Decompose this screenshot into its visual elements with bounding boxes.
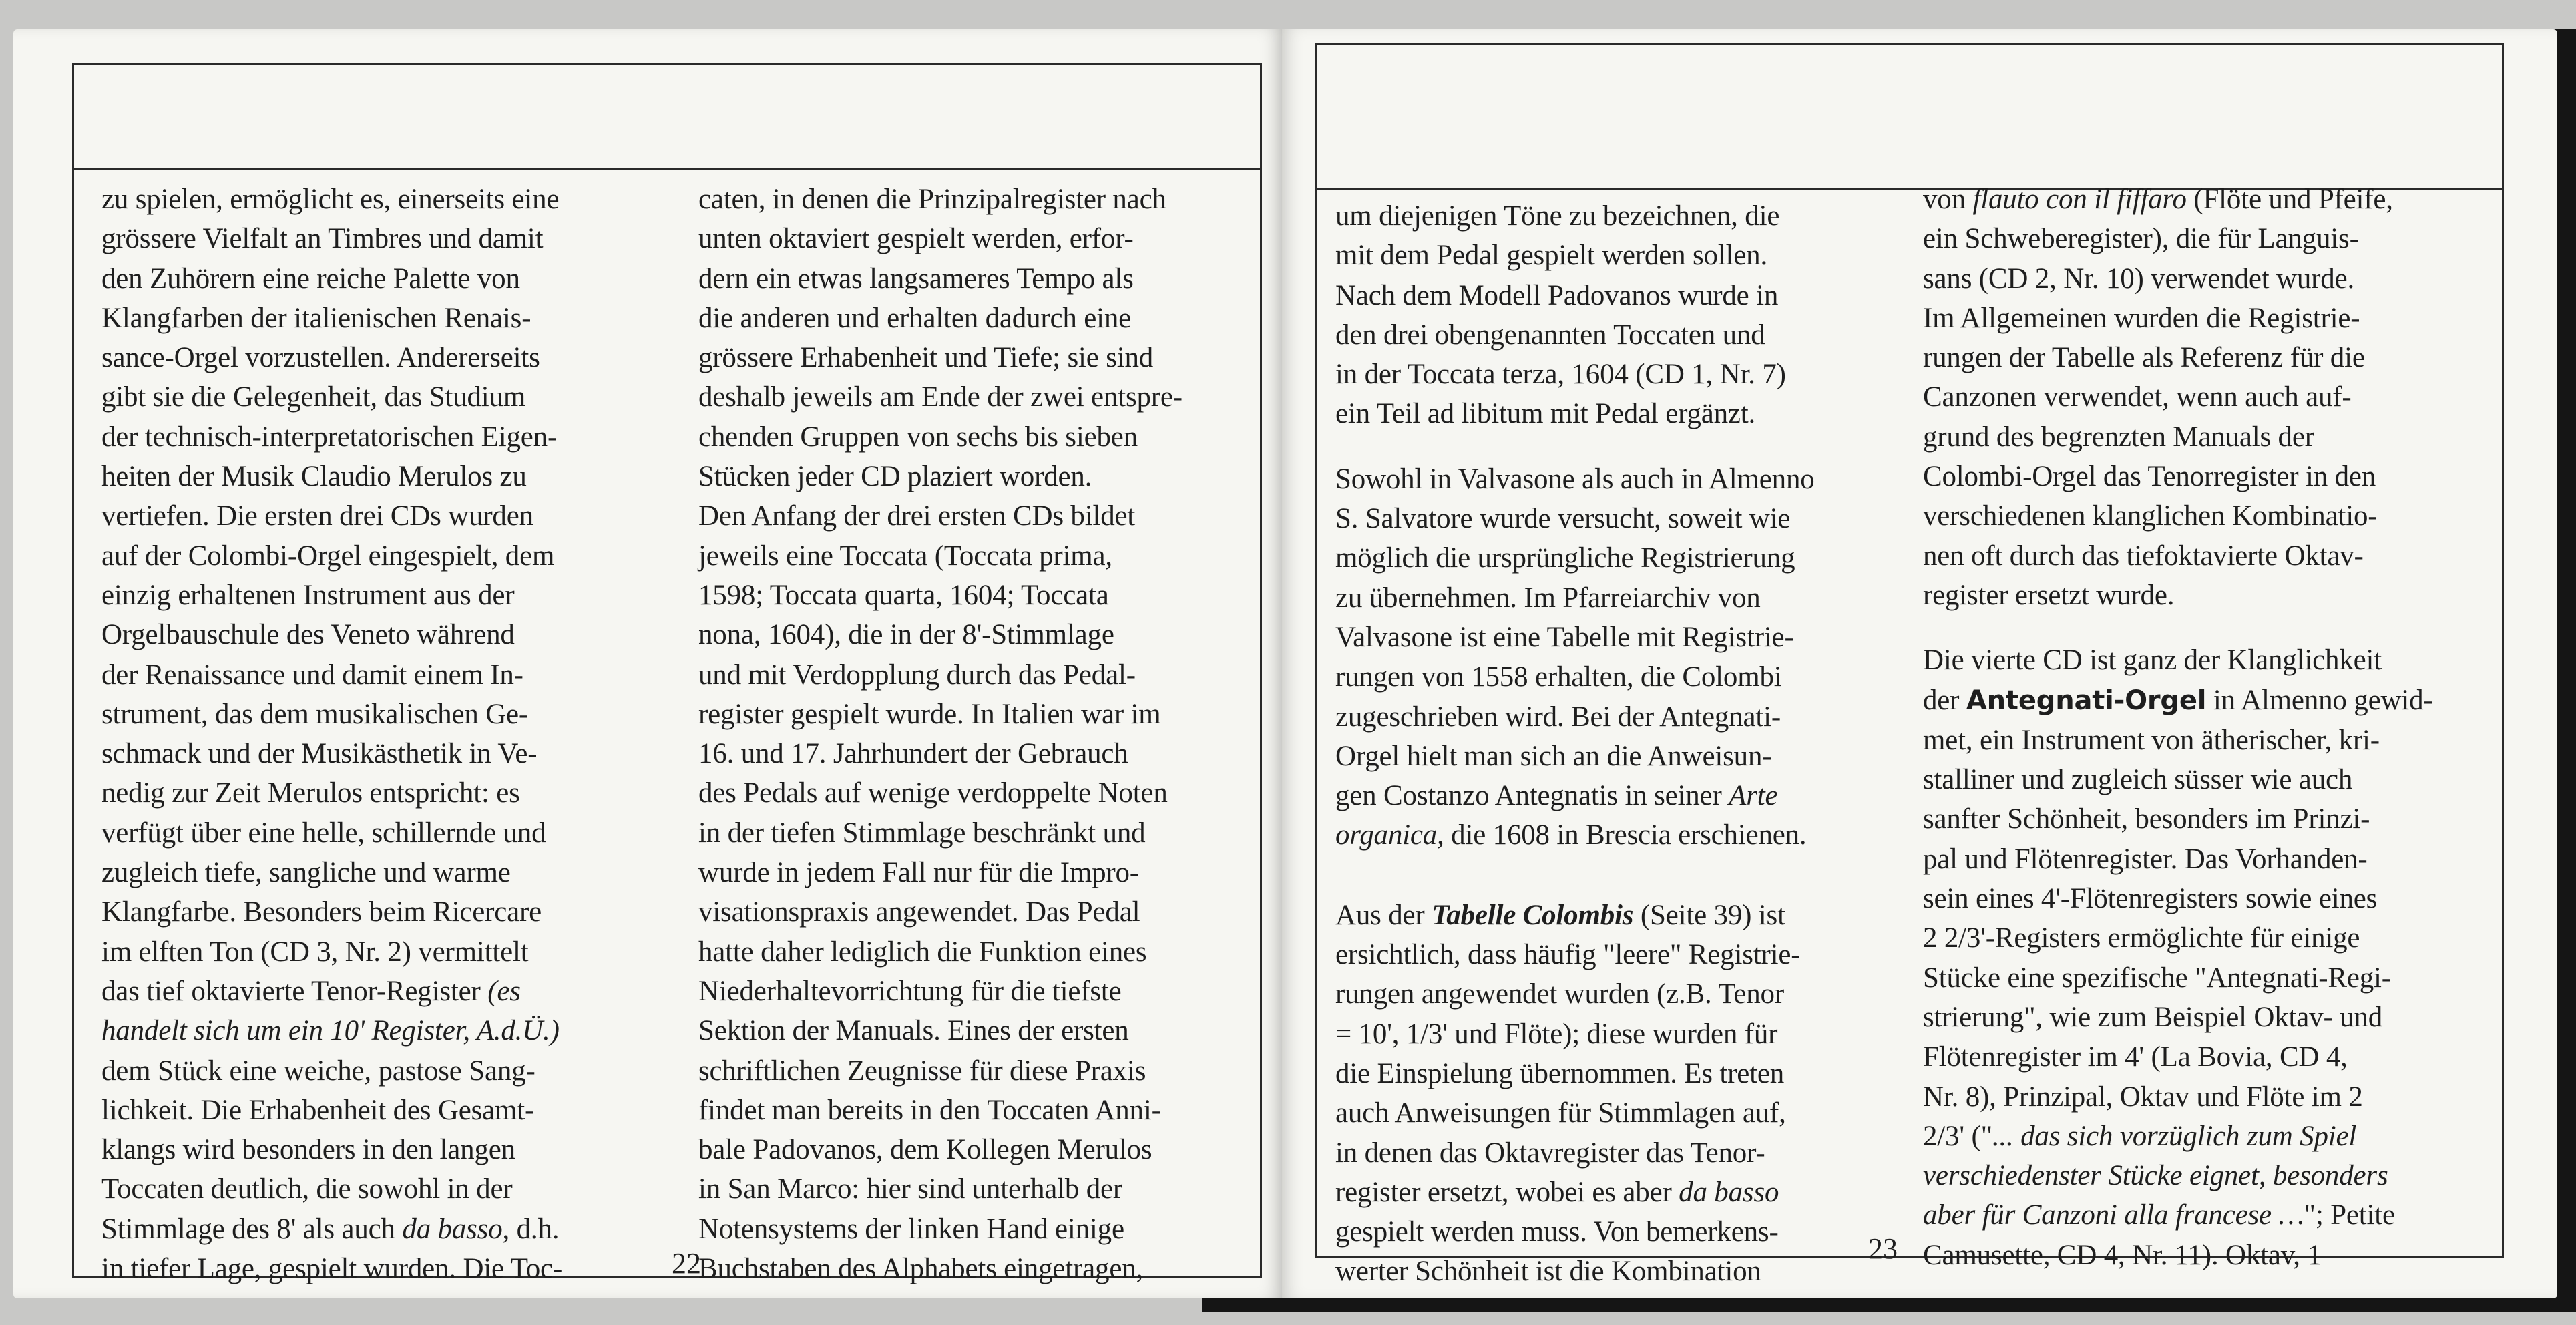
right-col1-paragraph-2 xyxy=(1335,459,1910,856)
text-line: Im Allgemeinen wurden die Registrie- xyxy=(1923,302,2360,334)
italic-text: handelt sich um ein 10' Register, A.d.Ü.) xyxy=(101,1015,560,1047)
text-line: chenden Gruppen von sechs bis sieben xyxy=(698,421,1138,453)
text-line: ein Teil ad libitum mit Pedal ergänzt. xyxy=(1335,398,1756,430)
text-line: caten, in denen die Prinzipalregister nach xyxy=(698,184,1166,215)
text-line: Orgelbauschule des Veneto während xyxy=(101,619,515,651)
text-line: rungen angewendet wurden (z.B. Tenor xyxy=(1335,978,1784,1010)
text-line: Valvasone ist eine Tabelle mit Registrie- xyxy=(1335,621,1794,653)
text-line: in San Marco: hier sind unterhalb der xyxy=(698,1173,1123,1205)
text-line: heiten der Musik Claudio Merulos zu xyxy=(101,461,527,493)
right-col2-paragraph-2 xyxy=(1923,640,2497,1275)
text-line: lichkeit. Die Erhabenheit des Gesamt- xyxy=(101,1094,535,1126)
text-line: der Renaissance und damit einem In- xyxy=(101,658,523,691)
text-line: Stücken jeder CD plaziert worden. xyxy=(698,461,1092,493)
text-line: gen Costanzo Antegnatis in seiner xyxy=(1335,780,1722,812)
text-line: den Zuhörern eine reiche Palette von xyxy=(101,262,520,295)
text-line: das tief oktavierte Tenor-Register xyxy=(101,975,481,1007)
text-line: von xyxy=(1923,184,1966,215)
text-line: Sektion der Manuals. Eines der ersten xyxy=(698,1015,1129,1047)
right-page xyxy=(1282,29,2557,1298)
italic-quote-end: aber für Canzoni alla francese … xyxy=(1923,1199,2304,1232)
text-line: mit dem Pedal gespielt werden sollen. xyxy=(1335,240,1768,272)
text-line: visationspraxis angewendet. Das Pedal xyxy=(698,896,1140,928)
text-line: grössere Erhabenheit und Tiefe; sie sind xyxy=(698,342,1154,374)
text-line: Nach dem Modell Padovanos wurde in xyxy=(1335,279,1779,311)
text-line: zu spielen, ermöglicht es, einerseits eine xyxy=(101,184,560,215)
text-line: gewid- xyxy=(2354,684,2433,716)
bold-antegnati-orgel: Antegnati-Orgel xyxy=(1966,685,2207,716)
text-line: 2/3' (" xyxy=(1923,1120,1992,1152)
bold-italic-tabelle-colombis: Tabelle Colombis xyxy=(1432,899,1634,931)
text-line: Nr. 8), Prinzipal, Oktav und Flöte im 2 xyxy=(1923,1081,2363,1113)
text-line: in der tiefen Stimmlage beschränkt und xyxy=(698,817,1146,849)
text-line: Stimmlage des 8' als auch xyxy=(101,1213,395,1245)
text-line: , die 1608 in Brescia erschienen. xyxy=(1437,819,1807,851)
italic-quote-start: ... das sich vorzüglich zum Spiel xyxy=(1992,1120,2357,1152)
text-line: strument, das dem musikalischen Ge- xyxy=(101,698,529,730)
text-line: Canzonen verwendet, wenn auch auf- xyxy=(1923,381,2352,413)
text-line: sans (CD 2, Nr. 10) verwendet wurde. xyxy=(1923,262,2355,295)
text-line: Camusette, CD 4, Nr. 11). Oktav, 1 xyxy=(1923,1239,2322,1271)
text-line: und mit Verdopplung durch das Pedal- xyxy=(698,658,1136,691)
italic-text: Arte xyxy=(1729,780,1778,812)
text-line: der technisch-interpretatorischen Eigen- xyxy=(101,421,558,453)
text-line: verschiedenen klanglichen Kombinatio- xyxy=(1923,500,2378,532)
text-line: Stücke eine spezifische "Antegnati-Regi- xyxy=(1923,962,2391,994)
text-line: des Pedals auf wenige verdoppelte Noten xyxy=(698,777,1168,809)
text-line: in der Toccata terza, 1604 (CD 1, Nr. 7) xyxy=(1335,359,1786,391)
text-line: strierung", wie zum Beispiel Oktav- und xyxy=(1923,1001,2383,1033)
text-line: jeweils eine Toccata (Toccata prima, xyxy=(698,540,1112,572)
text-line: sance-Orgel vorzustellen. Andererseits xyxy=(101,342,540,374)
text-line: vertiefen. Die ersten drei CDs wurden xyxy=(101,500,533,532)
text-line: grund des begrenzten Manuals der xyxy=(1923,421,2314,453)
right-column-1 xyxy=(1335,196,1910,1292)
left-page xyxy=(13,29,1282,1298)
text-line: bale Padovanos, dem Kollegen Merulos xyxy=(698,1134,1152,1166)
text-line: verfügt über eine helle, schillernde und xyxy=(101,817,546,849)
text-line: register ersetzt, wobei es aber xyxy=(1335,1176,1672,1208)
text-line: pal und Flötenregister. Das Vorhanden- xyxy=(1923,843,2368,875)
text-line: "; Petite xyxy=(2304,1199,2395,1232)
text-line: auf der Colombi-Orgel eingespielt, dem xyxy=(101,540,555,572)
text-line: register gespielt wurde. In Italien war im xyxy=(698,698,1161,730)
text-line: nona, 1604), die in der 8'-Stimmlage xyxy=(698,619,1114,651)
text-line: Klangfarbe. Besonders beim Ricercare xyxy=(101,896,542,928)
italic-text: (es xyxy=(487,975,521,1007)
text-line: Colombi-Orgel das Tenorregister in den xyxy=(1923,461,2376,493)
right-col2-paragraph-1 xyxy=(1923,180,2497,615)
text-line: werter Schönheit ist die Kombination xyxy=(1335,1256,1761,1288)
text-line: zugleich tiefe, sangliche und warme xyxy=(101,857,511,889)
text-line: unten oktaviert gespielt werden, erfor- xyxy=(698,223,1134,255)
italic-flauto-con-il-fiffaro: flauto con il fiffaro xyxy=(1972,184,2187,215)
text-line: Den Anfang der drei ersten CDs bildet xyxy=(698,500,1136,532)
text-line: , d.h. xyxy=(502,1213,560,1245)
text-line: deshalb jeweils am Ende der zwei entspre- xyxy=(698,381,1183,413)
text-line: ein Schweberegister), die für Languis- xyxy=(1923,223,2359,255)
text-line: um diejenigen Töne zu bezeichnen, die xyxy=(1335,200,1780,232)
text-line: nen oft durch das tiefoktavierte Oktav- xyxy=(1923,540,2364,572)
text-line: klangs wird besonders in den langen xyxy=(101,1134,515,1166)
text-line: möglich die ursprüngliche Registrierung xyxy=(1335,542,1795,574)
text-line: Niederhaltevorrichtung für die tiefste xyxy=(698,975,1122,1007)
text-line: dem Stück eine weiche, pastose Sang- xyxy=(101,1055,535,1087)
text-line: rungen von 1558 erhalten, die Colombi xyxy=(1335,661,1782,693)
text-line: rungen der Tabelle als Referenz für die xyxy=(1923,342,2365,374)
text-line: Notensystems der linken Hand einige xyxy=(698,1213,1124,1245)
text-line: Die vierte CD ist ganz der Klanglichkeit xyxy=(1923,644,2382,677)
text-line: im elften Ton (CD 3, Nr. 2) vermittelt xyxy=(101,936,529,968)
page-number-right: 23 xyxy=(1868,1232,1898,1265)
left-column-2 xyxy=(698,180,1259,1288)
text-line: ersichtlich, dass häufig "leere" Registrie- xyxy=(1335,939,1801,971)
text-line: hatte daher lediglich die Funktion eines xyxy=(698,936,1147,968)
text-line: S. Salvatore wurde versucht, soweit wie xyxy=(1335,503,1791,535)
text-line: den drei obengenannten Toccaten und xyxy=(1335,319,1765,351)
text-line: (Flöte und Pfeife, xyxy=(2193,184,2393,215)
italic-quote-line: verschiedenster Stücke eignet, besonders xyxy=(1923,1160,2388,1192)
text-line: 2 2/3'-Registers ermöglichte für einige xyxy=(1923,922,2360,954)
text-line: (Seite 39) ist xyxy=(1640,899,1785,931)
text-line: schriftlichen Zeugnisse für diese Praxis xyxy=(698,1055,1146,1087)
text-line: zu übernehmen. Im Pfarreiarchiv von xyxy=(1335,582,1761,614)
text-line: 16. und 17. Jahrhundert der Gebrauch xyxy=(698,738,1128,770)
text-line: dern ein etwas langsameres Tempo als xyxy=(698,262,1134,295)
text-line: Orgel hielt man sich an die Anweisun- xyxy=(1335,740,1772,772)
text-line: nedig zur Zeit Merulos entspricht: es xyxy=(101,777,520,809)
text-line: met, ein Instrument von ätherischer, kri- xyxy=(1923,724,2380,756)
text-line: = 10', 1/3' und Flöte); diese wurden für xyxy=(1335,1018,1778,1050)
text-line: in denen das Oktavregister das Tenor- xyxy=(1335,1137,1765,1169)
text-line: Sowohl in Valvasone als auch in Almenno xyxy=(1335,463,1815,495)
left-column-1 xyxy=(101,180,662,1288)
text-line: findet man bereits in den Toccaten Anni- xyxy=(698,1094,1161,1126)
right-col1-paragraph-1 xyxy=(1335,196,1910,434)
italic-text: da basso xyxy=(402,1213,503,1245)
text-line: gespielt werden muss. Von bemerkens- xyxy=(1335,1216,1779,1248)
text-line: Aus der xyxy=(1335,899,1425,931)
italic-da-basso: da basso xyxy=(1679,1176,1779,1208)
text-line: 1598; Toccata quarta, 1604; Toccata xyxy=(698,579,1109,611)
text-line: Klangfarben der italienischen Renais- xyxy=(101,302,531,334)
text-line: einzig erhaltenen Instrument aus der xyxy=(101,579,515,611)
text-line: auch Anweisungen für Stimmlagen auf, xyxy=(1335,1097,1786,1129)
text-line: sein eines 4'-Flötenregisters sowie eines xyxy=(1923,883,2378,915)
italic-organica: organica xyxy=(1335,819,1438,851)
page-number-left: 22 xyxy=(672,1247,701,1280)
text-line: Flötenregister im 4' (La Bovia, CD 4, xyxy=(1923,1041,2348,1073)
text-line: in tiefer Lage, gespielt wurden. Die Toc- xyxy=(101,1253,563,1285)
text-line: wurde in jedem Fall nur für die Impro- xyxy=(698,857,1139,889)
text-line: die anderen und erhalten dadurch eine xyxy=(698,302,1132,334)
text-line: gibt sie die Gelegenheit, das Studium xyxy=(101,381,526,413)
text-line: der xyxy=(1923,684,1960,716)
text-line: Toccaten deutlich, die sowohl in der xyxy=(101,1173,513,1205)
text-line: in Almenno xyxy=(2206,684,2354,716)
right-header-bar xyxy=(1317,45,2502,190)
text-line: grössere Vielfalt an Timbres und damit xyxy=(101,223,544,255)
text-line: stalliner und zugleich süsser wie auch xyxy=(1923,764,2353,796)
text-line: Buchstaben des Alphabets eingetragen, xyxy=(698,1253,1144,1285)
text-line: die Einspielung übernommen. Es treten xyxy=(1335,1057,1785,1089)
right-column-2 xyxy=(1923,180,2497,1275)
text-line: register ersetzt wurde. xyxy=(1923,579,2175,611)
text-line: zugeschrieben wird. Bei der Antegnati- xyxy=(1335,701,1781,733)
left-header-bar xyxy=(74,65,1260,170)
text-line: sanfter Schönheit, besonders im Prinzi- xyxy=(1923,803,2370,835)
text-line: schmack und der Musikästhetik in Ve- xyxy=(101,738,538,770)
